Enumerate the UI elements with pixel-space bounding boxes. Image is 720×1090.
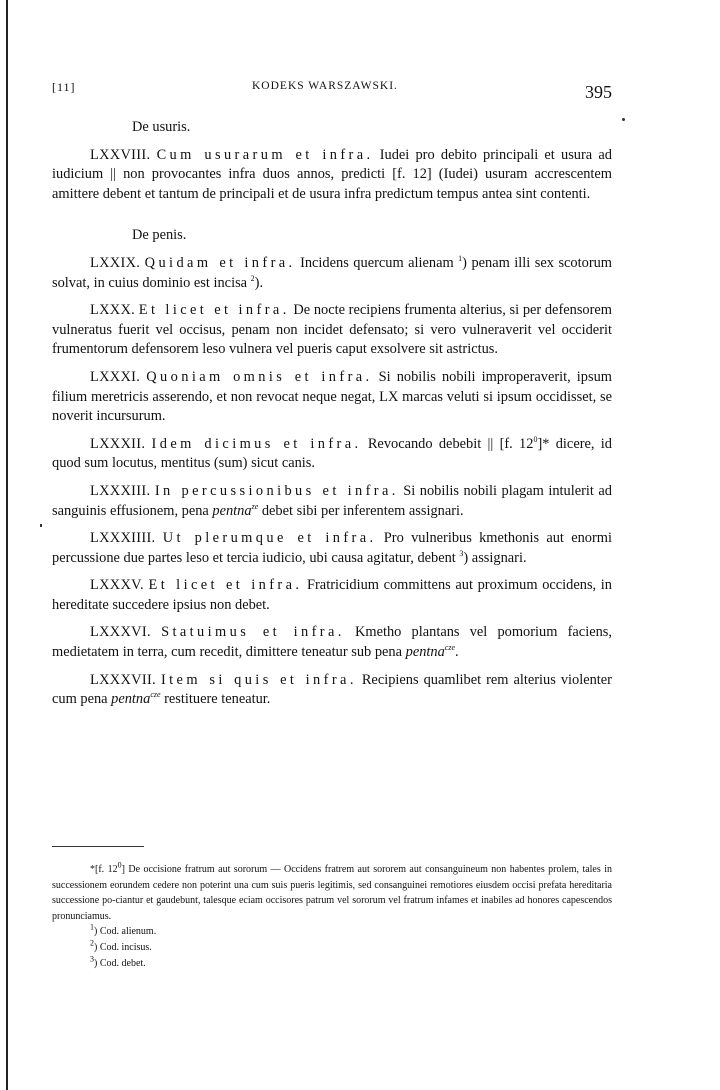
footnote-mark: 1 (90, 923, 94, 933)
article-number: LXXXI. (90, 368, 141, 385)
article-number: LXXXV. (90, 577, 144, 594)
footnote-text: ) Cod. alienum. (94, 926, 157, 938)
article-number: LXXXVII. (90, 671, 156, 688)
footnote-2 (90, 940, 612, 956)
footnote-text: *[f. 12 (90, 864, 118, 875)
article-number: LXXX. (90, 302, 136, 319)
article-lxxxvii (52, 671, 612, 710)
article-number: LXXXII. (90, 435, 146, 452)
footnote-mark: 3 (459, 548, 464, 558)
article-incipit: Cum usurarum et infra. (156, 146, 374, 163)
article-lxxxv (52, 576, 612, 615)
article-lxxxvi (52, 623, 612, 662)
article-incipit: Idem dicimus et infra. (151, 435, 362, 452)
article-text: ) assignari. (463, 549, 527, 566)
article-incipit: Statuimus et infra. (161, 624, 345, 641)
article-lxxviii (52, 146, 612, 205)
print-speck (622, 118, 625, 121)
article-text: Revocando debebit || [f. 12 (367, 435, 534, 452)
article-text: Incidens quercum alienam (300, 254, 459, 271)
article-text: debet sibi per inferentem assignari. (258, 502, 464, 519)
running-header (52, 80, 612, 104)
article-text: Recipiens quamlibet rem alterius violenter cum pena (52, 671, 612, 708)
footnote-mark: 2 (90, 938, 94, 948)
article-text: ) penam illi sex scotorum solvat, in cuius dominio est incisa (52, 254, 613, 291)
article-text: Kmetho plantans vel pomorium faciens, medietatem in terra, cum recedit, dimittere teneatur sub pena (52, 624, 612, 661)
superscript: cze (150, 690, 161, 700)
article-text: ]* dicere, id quod sum locutus, mentitus (sum) sicut canis. (52, 435, 612, 472)
superscript: ze (251, 501, 259, 511)
article-text: Si nobilis nobili improperaverit, ipsum filium meretricis asserendo, et non revocat neque negat, LX marcas veluti si ipsum occidisset, se noverit incursurum. (52, 368, 612, 425)
footnotes (52, 862, 612, 971)
article-text: ). (254, 274, 264, 291)
italic-term: pentna (212, 502, 252, 519)
page-number: 395 (585, 82, 612, 102)
superscript: cze (444, 643, 456, 653)
article-text: Iudei pro debito principali et usura ad iudicium || non provocantes infra duos annos, predicti [f. 12] (Iudei) usuram accrescentem amittere debent et tantum de principali et de usura infra predictum tempus antea sint contenti. (52, 146, 612, 202)
footnote-mark: 3 (90, 954, 94, 964)
footnote-mark: 1 (458, 254, 463, 264)
footnote-text: ) Cod. incisus. (94, 941, 152, 953)
article-lxxix (52, 254, 612, 293)
main-text (52, 118, 612, 718)
running-title: KODEKS WARSZAWSKI. (252, 80, 398, 92)
italic-term: pentna (111, 691, 151, 708)
article-lxxxi (52, 368, 612, 427)
article-text: restituere teneatur. (160, 691, 271, 708)
footnote-rule (52, 846, 144, 847)
superscript: 0 (533, 434, 538, 444)
article-incipit: Ut plerumque et infra. (162, 530, 377, 547)
footnote-text: ) Cod. debet. (94, 957, 146, 969)
article-text: De nocte recipiens frumenta alterius, si per defensorem vulneratus fuerit vel occisus, penam non incidet defensato; si vero vulneraverit vel occiderit frumentorum defensorem leso vulnera vel pueris caput exsolvere sit astrictus. (52, 302, 612, 358)
footnote-text: ] De occisione fratrum aut sororum — Occidens fratrem aut sororem aut consanguineum non habentes prolem, tales in successionem eorundem cedere non poterint una cum suis pueris legitimis, sed consanguinei remotiores eiusdem occisi prefata hereditaria successione po-ciantur et gaudebunt, talesque eciam occisores patrum vel sororum vel fratrum infames et inabiles ad honores capescendos pronunciamus. (52, 864, 612, 922)
article-lxxxiii (52, 482, 612, 521)
article-incipit: Quidam et infra. (144, 254, 296, 271)
footnote-mark: 2 (250, 273, 255, 283)
section-heading: De usuris. (132, 119, 191, 135)
superscript: 0 (117, 860, 122, 870)
article-lxxx (52, 301, 612, 360)
footnote-3 (90, 956, 612, 972)
article-number: LXXXVI. (90, 624, 151, 641)
article-text: . (455, 644, 459, 661)
article-number: LXXVIII. (90, 146, 151, 163)
section-heading: De penis. (132, 227, 187, 244)
folio-reference: [11] (52, 80, 76, 94)
article-lxxxiiii (52, 529, 612, 568)
article-incipit: Item si quis et infra. (160, 671, 357, 688)
article-number: LXXIX. (90, 254, 141, 271)
italic-term: pentna (405, 644, 445, 661)
article-number: LXXXIIII. (90, 530, 156, 547)
footnote-star (52, 862, 612, 924)
print-speck (40, 524, 42, 527)
article-text: Pro vulneribus kmethonis aut enormi percussione due partes leso et tercia iudicio, ubi causa agitatur, debent (52, 530, 612, 566)
article-text: Fratricidium committens aut proximum occidens, in hereditate succedere ipsius non debet. (52, 577, 612, 613)
footnote-1 (90, 924, 612, 940)
article-lxxxii (52, 435, 612, 474)
article-incipit: Et licet et infra. (148, 577, 303, 594)
article-text: Si nobilis nobili plagam intulerit ad sanguinis effusionem, pena (52, 482, 612, 519)
page-binding-edge (6, 0, 8, 1090)
article-number: LXXXIII. (90, 482, 151, 499)
article-incipit: Et licet et infra. (138, 302, 290, 319)
article-incipit: Quoniam omnis et infra. (146, 368, 373, 385)
article-incipit: In percussionibus et infra. (154, 482, 399, 499)
